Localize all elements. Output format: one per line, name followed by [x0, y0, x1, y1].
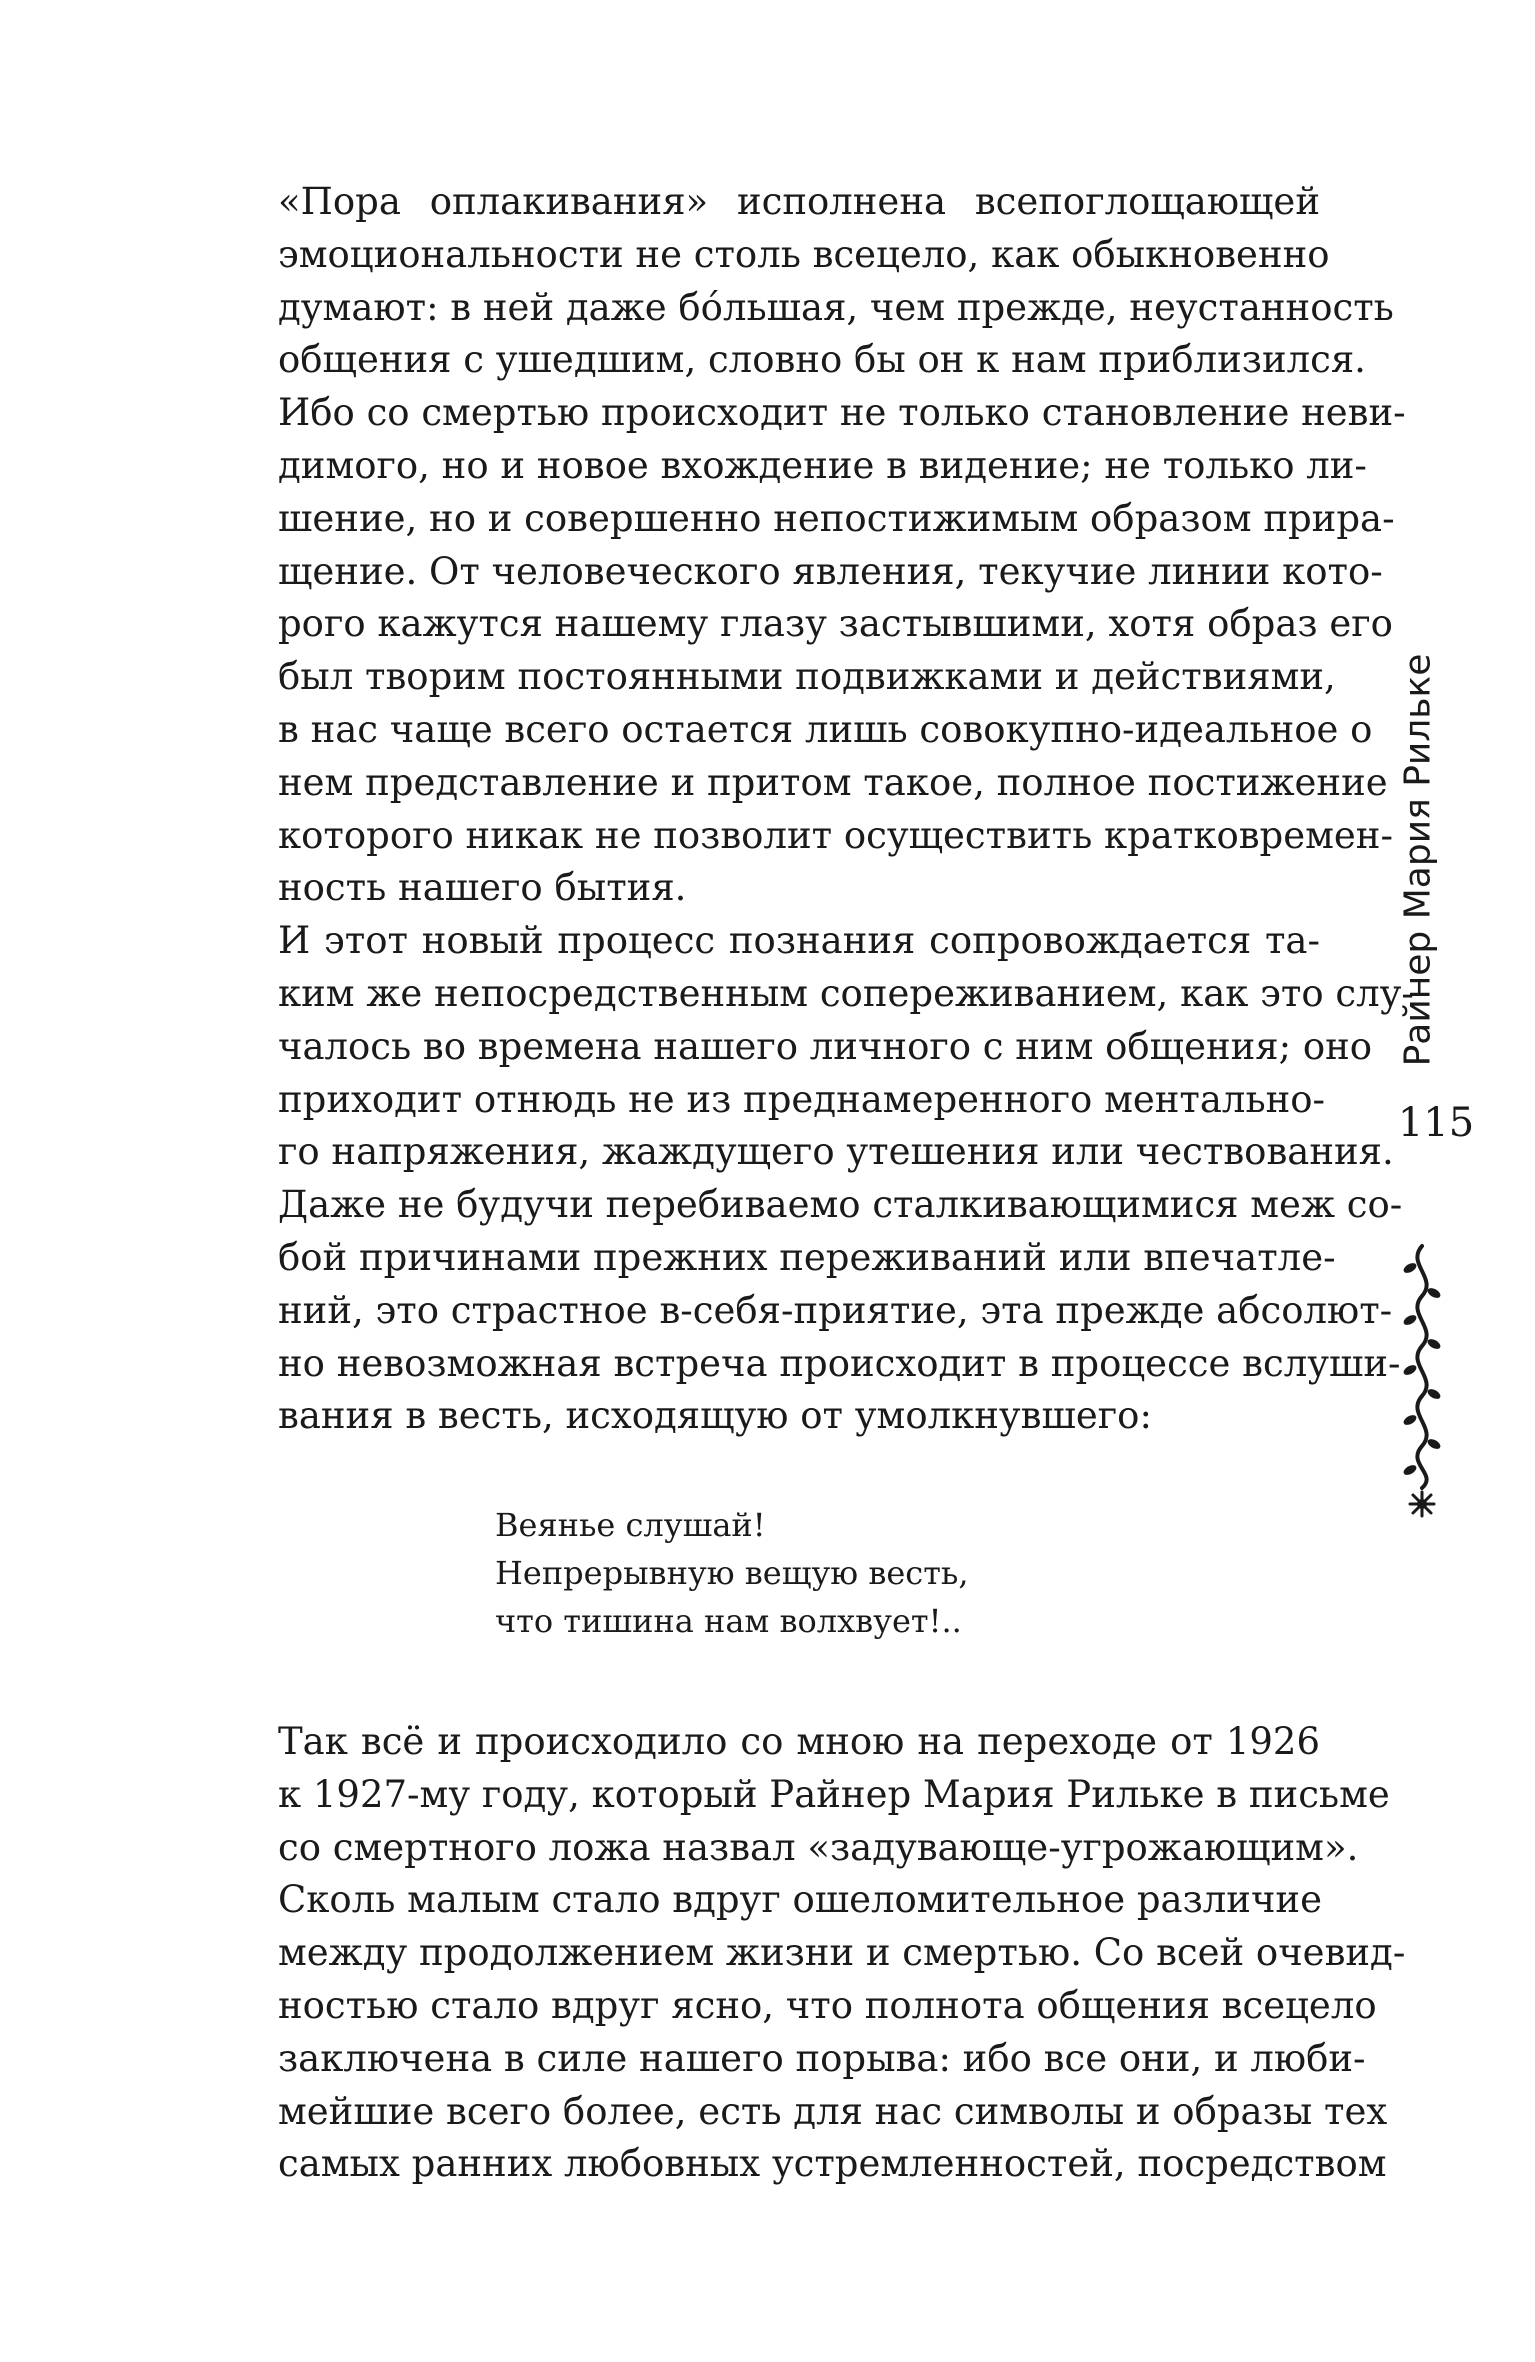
text-line: вания в весть, исходящую от умолкнувшего:: [278, 1394, 1152, 1438]
text-line: нем представление и притом такое, полное постижение: [278, 760, 1388, 804]
text-line: щение. От человеческого явления, текучие линии кото-: [278, 549, 1383, 593]
paragraph-1: [198, 176, 1406, 915]
text-line: думают: в ней даже бóльшая, чем прежде, неустанность: [278, 285, 1394, 329]
verse-quote: [495, 1501, 968, 1645]
text-line: ностью стало вдруг ясно, что полнота общения всецело: [278, 1983, 1377, 2027]
text-line: что тишина нам волхвует!..: [495, 1602, 962, 1640]
text-line: которого никак не позволит осуществить кратковремен-: [278, 813, 1393, 857]
text-line: рого кажутся нашему глазу застывшими, хотя образ его: [278, 602, 1393, 646]
text-line: но невозможная встреча происходит в процессе вслуши-: [278, 1341, 1401, 1385]
main-text-lower: [198, 1716, 1406, 2191]
text-line: общения с ушедшим, словно бы он к нам приблизился.: [278, 338, 1366, 382]
text-line: го напряжения, жаждущего утешения или чествования.: [278, 1130, 1394, 1174]
running-head-text: Райнер Мария Рильке: [1397, 653, 1439, 1067]
text-line: Так всё и происходило со мною на переходе от 1926: [278, 1720, 1320, 1763]
text-line: между продолжением жизни и смертью. Со всей очевид-: [278, 1931, 1406, 1975]
main-text: [198, 176, 1414, 1443]
running-head: [1396, 640, 1440, 1080]
text-line: ний, это страстное в-себя-приятие, эта прежде абсолют-: [278, 1288, 1393, 1332]
text-line: чалось во времена нашего личного с ним общения; оно: [278, 1024, 1373, 1068]
text-line: со смертного ложа назвал «задувающе-угрожающим».: [278, 1825, 1359, 1869]
text-line: димого, но и новое вхождение в видение; не только ли-: [278, 443, 1367, 487]
paragraph-3: [198, 1716, 1406, 2191]
text-line: И этот новый процесс познания сопровождается та-: [278, 919, 1320, 963]
text-line: ность нашего бытия.: [278, 866, 687, 910]
text-line: шение, но и совершенно непостижимым образом прира-: [278, 496, 1395, 540]
paragraph-2: [198, 915, 1414, 1443]
text-line: самых ранних любовных устремленностей, посредством: [278, 2142, 1387, 2186]
text-line: бой причинами прежних переживаний или впечатле-: [278, 1235, 1336, 1279]
text-line: приходит отнюдь не из преднамеренного ментально-: [278, 1077, 1326, 1121]
vine-ornament-icon: [1400, 1238, 1444, 1518]
text-line: Сколь малым стало вдруг ошеломительное различие: [278, 1878, 1322, 1922]
text-line: заключена в силе нашего порыва: ибо все они, и люби-: [278, 2036, 1366, 2080]
page-number: 115: [1397, 1100, 1475, 1146]
text-line: ким же непосредственным сопереживанием, как это слу-: [278, 971, 1414, 1015]
text-line: Даже не будучи перебиваемо сталкивающимися меж со-: [278, 1183, 1403, 1227]
text-line: в нас чаще всего остается лишь совокупно-идеальное о: [278, 707, 1373, 751]
text-line: к 1927-му году, который Райнер Мария Рильке в письме: [278, 1772, 1390, 1816]
text-line: Веянье слушай!: [495, 1506, 766, 1544]
text-line: мейшие всего более, есть для нас символы и образы тех: [278, 2089, 1388, 2133]
text-line: Непрерывную вещую весть,: [495, 1554, 969, 1592]
text-line: был творим постоянными подвижками и действиями,: [278, 655, 1336, 699]
text-line: «Пора оплакивания» исполнена всепоглощающей: [278, 180, 1320, 223]
text-line: Ибо со смертью происходит не только становление неви-: [278, 391, 1406, 435]
text-line: эмоциональности не столь всецело, как обыкновенно: [278, 232, 1330, 276]
